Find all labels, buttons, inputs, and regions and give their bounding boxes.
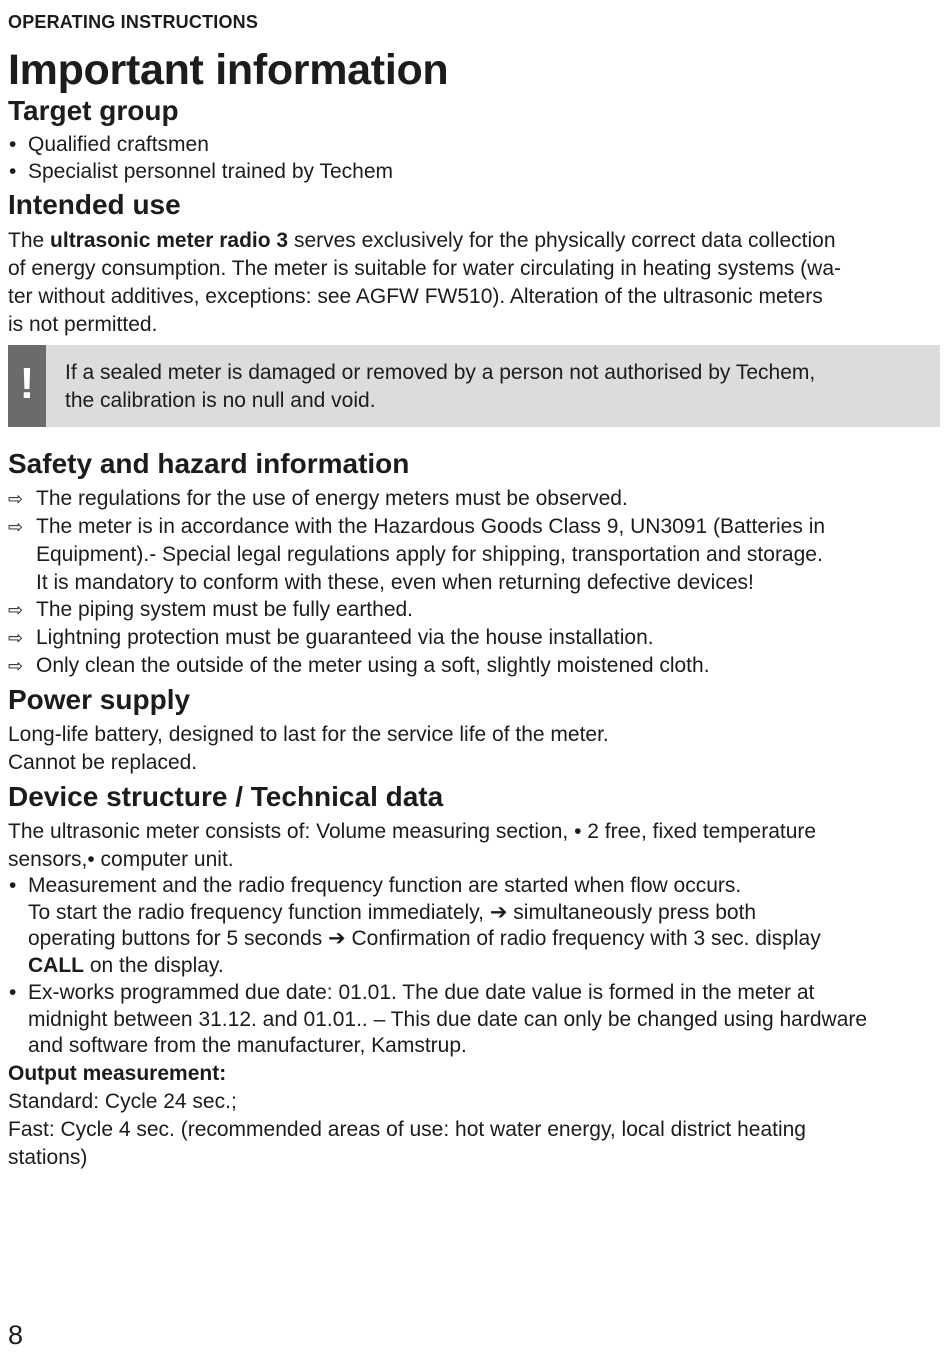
intended-use-line: of energy consumption. The meter is suitable for water circulating in heating systems (wa- — [8, 257, 841, 280]
warning-box — [8, 345, 940, 427]
list-item: • Ex-works programmed due date: 01.01. The due date value is formed in the meter at midnight between 31.12. and 01.01.. – This due date can only be changed using hardware and software from the manufacturer, Kamstrup. — [9, 981, 868, 1058]
exclamation-icon: ! — [8, 345, 46, 427]
output-measurement-heading: Output measurement: — [8, 1062, 227, 1085]
arrow-right-icon: ⇨ — [8, 517, 24, 537]
list-item: ⇨ The piping system must be fully earthed. — [8, 596, 413, 624]
bullet-icon: • — [9, 874, 17, 897]
warning-text: If a sealed meter is damaged or removed by a person not authorised by Techem, the calibration is no null and void. — [65, 361, 816, 412]
output-line: Standard: Cycle 24 sec.; — [8, 1090, 237, 1113]
bullet-icon: • — [9, 133, 17, 156]
intended-use-line: The ultrasonic meter radio 3 serves exclusively for the physically correct data collection — [8, 229, 836, 252]
intended-use-heading: Intended use — [8, 189, 181, 220]
arrow-right-icon: ⇨ — [8, 600, 24, 620]
list-item: ⇨ Only clean the outside of the meter using a soft, slightly moistened cloth. — [8, 652, 710, 680]
device-intro-line: sensors,• computer unit. — [8, 848, 234, 871]
output-line: Fast: Cycle 4 sec. (recommended areas of use: hot water energy, local district heating — [8, 1118, 806, 1141]
display-call-text: CALL — [28, 954, 84, 978]
list-item: • Qualified craftsmen — [8, 131, 209, 159]
page-number: 8 — [8, 1320, 24, 1350]
power-supply-line: Cannot be replaced. — [8, 751, 198, 774]
list-item: ⇨ The regulations for the use of energy meters must be observed. — [8, 485, 628, 513]
power-supply-line: Long-life battery, designed to last for the service life of the meter. — [8, 723, 609, 746]
product-name: ultrasonic meter radio 3 — [50, 229, 289, 252]
arrow-right-icon: ⇨ — [8, 656, 24, 676]
target-group-heading: Target group — [8, 95, 179, 126]
arrow-right-icon: ➔ — [328, 927, 346, 951]
list-item: • Measurement and the radio frequency function are started when flow occurs. To start the radio frequency function immediately, ➔ simultaneously press both operating buttons for 5 seconds ➔ Confirmation of radio frequency with 3 sec. display CALL on the display. — [9, 874, 821, 978]
header-label: OPERATING INSTRUCTIONS — [8, 12, 259, 32]
arrow-right-icon: ⇨ — [8, 628, 24, 648]
device-structure-heading: Device structure / Technical data — [8, 781, 444, 812]
list-item: • Specialist personnel trained by Techem — [8, 158, 393, 186]
bullet-icon: • — [9, 981, 17, 1004]
page-title: Important information — [8, 46, 449, 94]
intended-use-line: ter without additives, exceptions: see AGFW FW510). Alteration of the ultrasonic meters — [8, 285, 823, 308]
intended-use-line: is not permitted. — [8, 313, 158, 336]
device-intro-line: The ultrasonic meter consists of: Volume measuring section, • 2 free, fixed temperature — [8, 820, 817, 843]
power-supply-heading: Power supply — [8, 684, 191, 715]
safety-heading: Safety and hazard information — [8, 448, 410, 479]
bullet-icon: • — [9, 160, 17, 183]
arrow-right-icon: ➔ — [489, 900, 508, 924]
list-item: ⇨ The meter is in accordance with the Hazardous Goods Class 9, UN3091 (Batteries in Equipment).- Special legal regulations apply for shipping, transportation and storage. It is mandatory to conform with these, even when returning defective devices! — [8, 515, 826, 594]
arrow-right-icon: ⇨ — [8, 489, 24, 509]
list-item: ⇨ Lightning protection must be guaranteed via the house installation. — [8, 624, 654, 652]
output-line: stations) — [8, 1146, 88, 1169]
